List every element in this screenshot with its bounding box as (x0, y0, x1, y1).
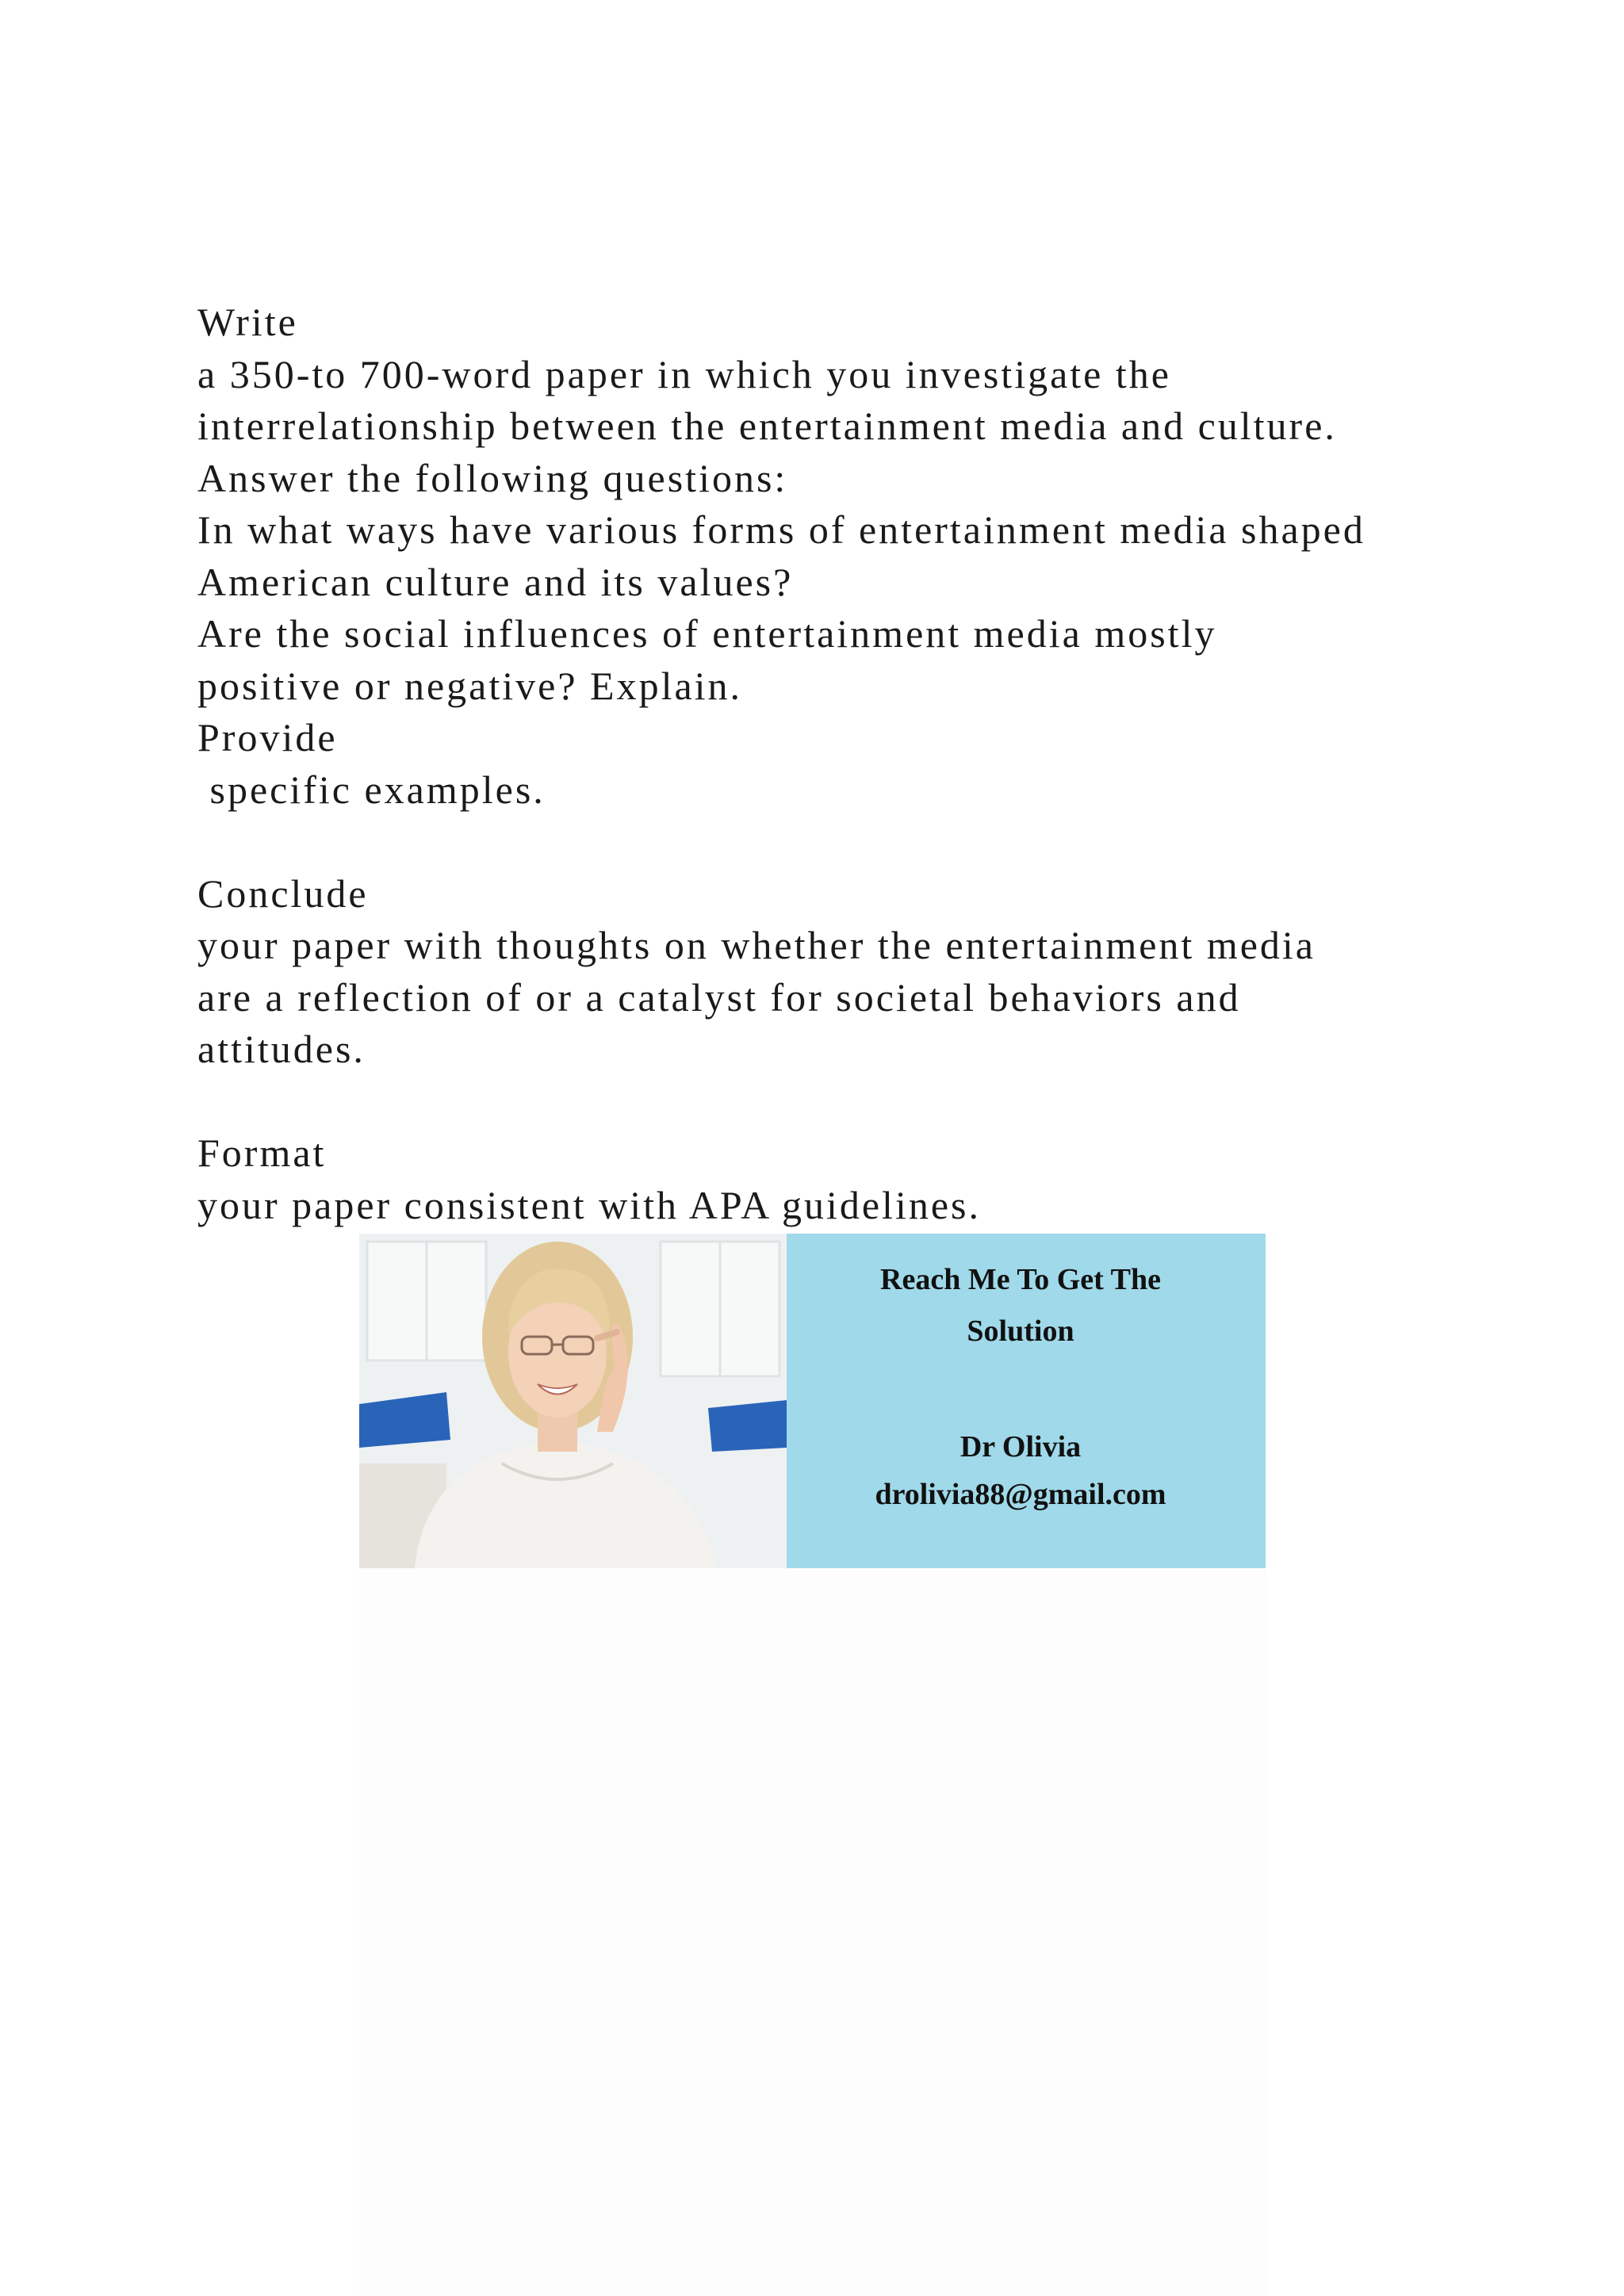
blank-line (197, 1076, 1545, 1128)
cta-line-2: Solution (967, 1314, 1074, 1348)
cta-line-1: Reach Me To Get The (880, 1263, 1161, 1296)
contact-banner (359, 1234, 1266, 1568)
text-line: interrelationship between the entertainment media and culture. (197, 404, 1337, 448)
text-line: Answer the following questions: (197, 455, 788, 500)
text-line: In what ways have various forms of entertainment media shaped (197, 507, 1365, 552)
text-line: specific examples. (197, 767, 546, 812)
text-line: Are the social influences of entertainment media mostly (197, 611, 1217, 656)
text-line: American culture and its values? (197, 559, 794, 604)
text-line: your paper with thoughts on whether the entertainment media (197, 923, 1316, 967)
text-line: Conclude (197, 871, 369, 916)
assignment-text (197, 297, 1545, 1231)
text-line: Write (197, 300, 298, 344)
contact-name: Dr Olivia (959, 1430, 1082, 1464)
text-line: Format (197, 1131, 327, 1175)
text-line: positive or negative? Explain. (197, 663, 743, 708)
image-margin-area (359, 1568, 1266, 2296)
text-line: Provide (197, 715, 338, 760)
woman-illustration (359, 1234, 787, 1568)
text-line: a 350-to 700-word paper in which you investigate the (197, 351, 1171, 396)
text-line: your paper consistent with APA guidelines. (197, 1182, 981, 1227)
blank-line (197, 816, 1545, 868)
contact-panel (787, 1234, 1266, 1568)
woman-photo (359, 1234, 787, 1568)
text-line: are a reflection of or a catalyst for societal behaviors and (197, 974, 1241, 1020)
text-line: attitudes. (197, 1027, 366, 1071)
contact-email[interactable]: drolivia88@gmail.com (875, 1478, 1166, 1511)
